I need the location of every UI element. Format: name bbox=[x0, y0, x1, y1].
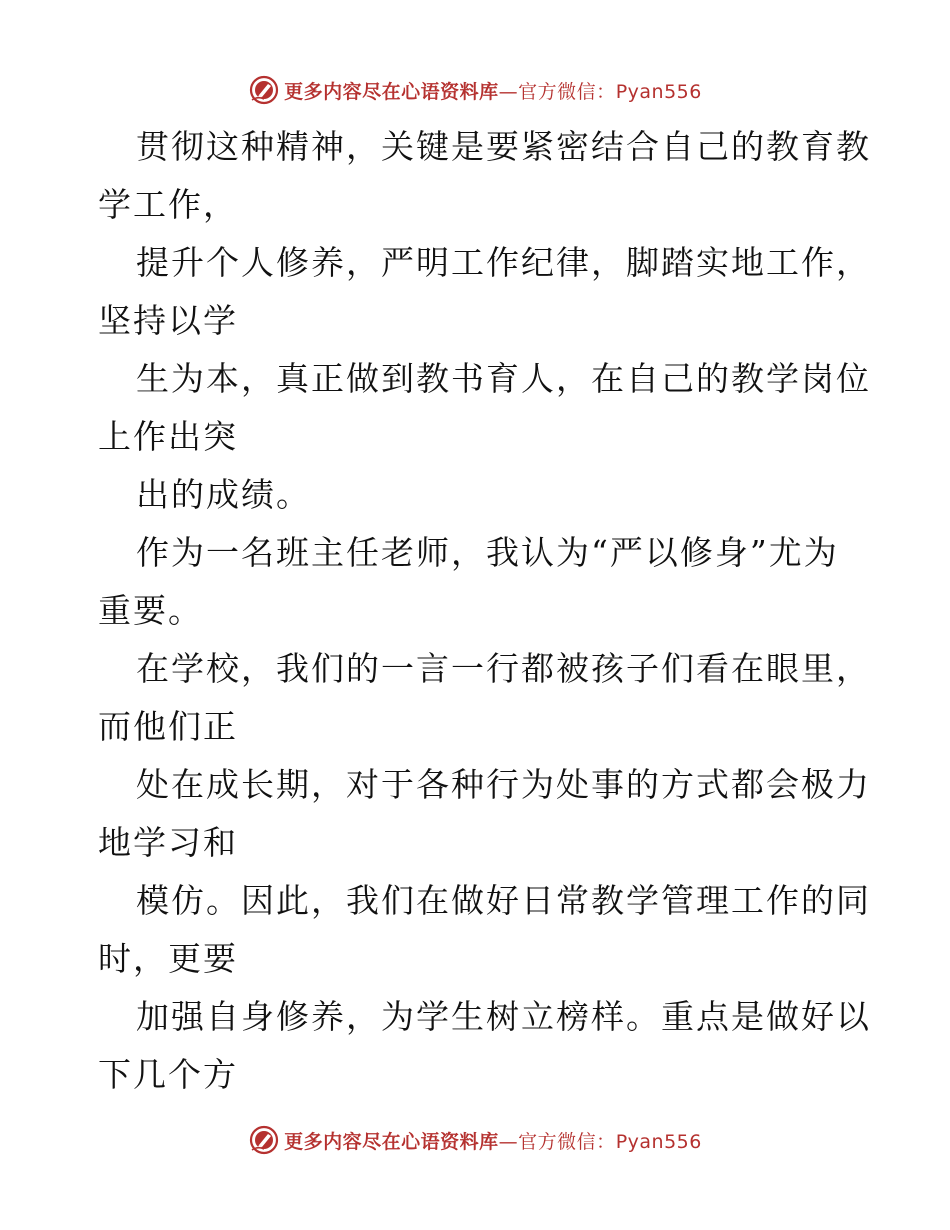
pen-seal-icon bbox=[248, 1124, 280, 1156]
banner-brand: 更多内容尽在心语资料库 bbox=[284, 80, 499, 103]
paragraph-line: 出的成绩。 bbox=[136, 475, 311, 514]
paragraph-line: 模仿。因此，我们在做好日常教学管理工作的同 bbox=[136, 881, 871, 920]
banner-brand: 更多内容尽在心语资料库 bbox=[284, 1130, 499, 1153]
paragraph-line: 而他们正 bbox=[98, 707, 238, 746]
banner-wechat-label: 官方微信： bbox=[518, 1130, 616, 1153]
paragraph-line: 重要。 bbox=[98, 591, 203, 630]
paragraph-line: 下几个方 bbox=[98, 1055, 238, 1094]
paragraph-line: 加强自身修养，为学生树立榜样。重点是做好以 bbox=[136, 997, 871, 1036]
paragraph bbox=[0, 234, 950, 350]
banner-account: Pyan556 bbox=[615, 1130, 702, 1153]
paragraph-line: 提升个人修养，严明工作纪律，脚踏实地工作， bbox=[136, 243, 871, 282]
pen-seal-icon bbox=[248, 74, 280, 106]
paragraph-line: 处在成长期，对于各种行为处事的方式都会极力 bbox=[136, 765, 871, 804]
document-body bbox=[0, 118, 950, 1104]
paragraph bbox=[0, 988, 950, 1104]
paragraph-line: 坚持以学 bbox=[98, 301, 238, 340]
paragraph-line: 上作出突 bbox=[98, 417, 238, 456]
paragraph-line: 学工作， bbox=[98, 185, 238, 224]
paragraph bbox=[0, 466, 950, 524]
paragraph-line: 在学校，我们的一言一行都被孩子们看在眼里， bbox=[136, 649, 871, 688]
paragraph-line: 作为一名班主任老师，我认为“严以修身”尤为 bbox=[136, 533, 839, 572]
paragraph bbox=[0, 756, 950, 872]
banner-text bbox=[284, 77, 702, 104]
header-banner bbox=[0, 70, 950, 110]
paragraph bbox=[0, 524, 950, 640]
banner-wechat-label: 官方微信： bbox=[518, 80, 616, 103]
paragraph-line: 时，更要 bbox=[98, 939, 238, 978]
paragraph bbox=[0, 118, 950, 234]
paragraph bbox=[0, 872, 950, 988]
banner-text bbox=[284, 1127, 702, 1154]
footer-banner bbox=[0, 1120, 950, 1160]
banner-separator: — bbox=[498, 1130, 519, 1153]
paragraph bbox=[0, 640, 950, 756]
paragraph-line: 地学习和 bbox=[98, 823, 238, 862]
paragraph-line: 贯彻这种精神，关键是要紧密结合自己的教育教 bbox=[136, 127, 871, 166]
paragraph-line: 生为本，真正做到教书育人，在自己的教学岗位 bbox=[136, 359, 871, 398]
paragraph bbox=[0, 350, 950, 466]
banner-separator: — bbox=[498, 80, 519, 103]
banner-account: Pyan556 bbox=[615, 80, 702, 103]
